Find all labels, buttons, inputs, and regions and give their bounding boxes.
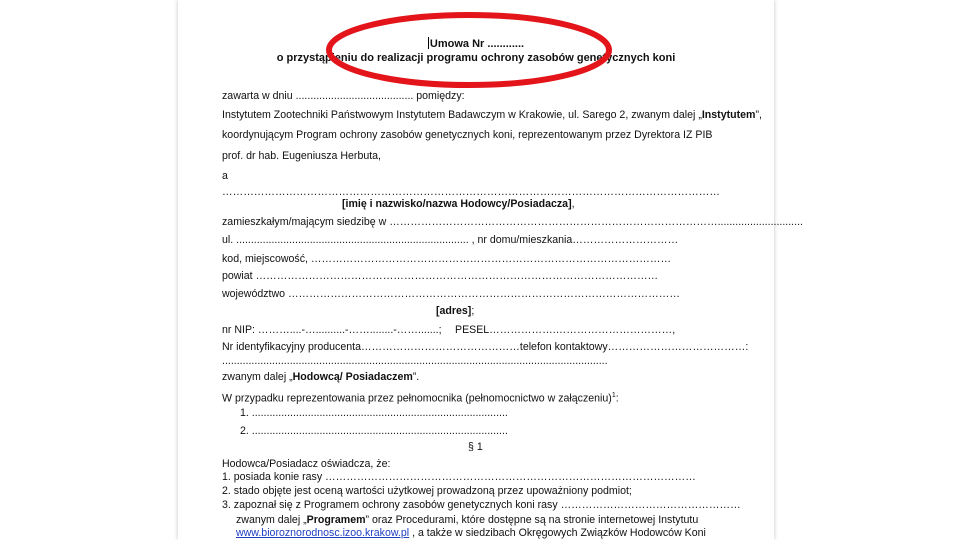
line-producer-id: Nr identyfikacyjny producenta………………………………………telefon kontaktowy…………………………………: xyxy=(222,341,749,353)
line-residence: zamieszkałym/mającym siedzibę w …………………………………………………………………………………............................. xyxy=(222,216,803,228)
institute-term: Instytutem xyxy=(701,109,756,121)
line-voivodeship: województwo ………………………………………………………………………………………………… xyxy=(222,288,680,300)
section-1-heading: § 1 xyxy=(468,441,483,453)
line-proxy-1: 1. ....................................................................................... xyxy=(240,407,508,419)
line-proxy-2: 2. ....................................................................................... xyxy=(240,425,508,437)
line-declares: Hodowca/Posiadacz oświadcza, że: xyxy=(222,458,391,470)
line-nip: nr NIP: ………....-…..........-……........-…….......; xyxy=(222,324,442,336)
line-name-label xyxy=(342,198,575,210)
program-prefix: zwanym dalej „ xyxy=(236,514,307,526)
called-suffix: ”. xyxy=(412,371,420,383)
line-point-1: 1. posiada konie rasy …………………………………………………………………………………………… xyxy=(222,471,696,483)
line-proxy xyxy=(222,390,619,405)
footnote-marker: 1 xyxy=(611,392,616,399)
program-suffix: ” oraz Procedurami, które dostępne są na stronie internetowej Instytutu xyxy=(365,514,699,526)
contract-subtitle: o przystąpieniu do realizacji programu ochrony zasobów genetycznych koni xyxy=(276,52,676,64)
text-cursor xyxy=(428,37,429,49)
line-director: prof. dr hab. Eugeniusza Herbuta, xyxy=(222,150,382,162)
line-postcode: kod, miejscowość, ………………………………………………………………………………………… xyxy=(222,253,672,265)
line-point-3-cont xyxy=(236,514,698,526)
line-point-3-link xyxy=(236,527,706,539)
line-dots-extra: ................................................................................................................................... xyxy=(222,355,608,367)
link-suffix: , a także w siedzibach Okręgowych Związków Hodowców Koni xyxy=(409,527,706,539)
line-street: ul. ............................................................................... , nr domu/mieszkania………………………… xyxy=(222,234,679,246)
breeder-term: Hodowcą/ Posiadaczem xyxy=(292,371,413,383)
line-county: powiat …………………………………………………………………………………………………… xyxy=(222,270,659,282)
address-label-semicolon: ; xyxy=(471,305,475,317)
program-term: Programem xyxy=(306,514,366,526)
called-prefix: zwanym dalej „ xyxy=(222,371,293,383)
name-label: [imię i nazwisko/nazwa Hodowcy/Posiadacza] xyxy=(342,198,572,210)
line-institute-end: ”, xyxy=(755,109,762,121)
line-and: a xyxy=(222,170,228,182)
name-label-comma: , xyxy=(571,198,575,210)
line-institute-text: Instytutem Zootechniki Państwowym Instytutem Badawczym w Krakowie, ul. Sarego 2, zwanym dalej „ xyxy=(222,109,702,121)
address-label: [adres] xyxy=(436,305,472,317)
proxy-colon: : xyxy=(615,392,619,405)
document-page xyxy=(178,0,803,540)
line-point-2: 2. stado objęte jest oceną wartości użytkowej prowadzoną przez upoważniony podmiot; xyxy=(222,485,632,497)
contract-number-title: Umowa Nr ............ xyxy=(429,38,525,50)
line-address-label xyxy=(436,305,474,317)
line-zawarta: zawarta w dniu ........................................ pomiędzy: xyxy=(222,90,465,102)
line-point-3: 3. zapoznał się z Programem ochrony zasobów genetycznych koni rasy …………………………………………… xyxy=(222,499,741,511)
line-pesel: PESEL……………….……………………………, xyxy=(455,324,676,336)
line-institute xyxy=(222,109,762,121)
line-dots-name: …………………………………………………………………………………………………………………………… xyxy=(222,186,720,198)
line-called-breeder xyxy=(222,371,419,383)
line-coordinating: koordynującym Program ochrony zasobów genetycznych koni, reprezentowanym przez Dyrektora IZ PIB xyxy=(222,129,713,141)
contract-title xyxy=(178,37,774,50)
biodiversity-link[interactable]: www.bioroznorodnosc.izoo.krakow.pl xyxy=(236,527,410,539)
proxy-text: W przypadku reprezentowania przez pełnomocnika (pełnomocnictwo w załączeniu) xyxy=(222,392,612,405)
